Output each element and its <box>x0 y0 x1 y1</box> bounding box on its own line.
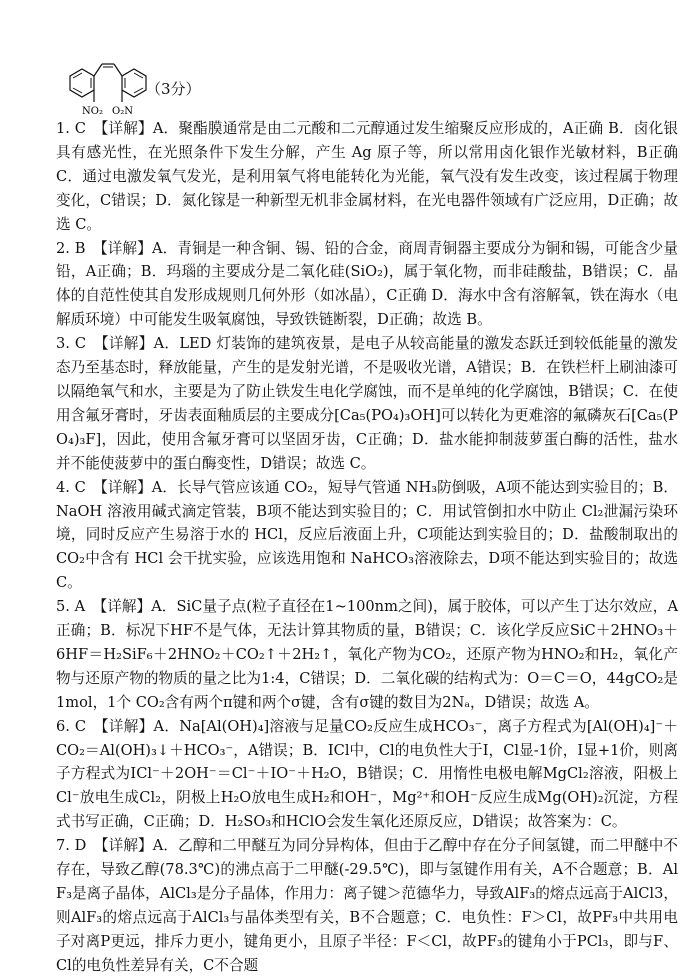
answer-tag: 【详解】 <box>100 239 152 257</box>
answer-text: A．Na[Al(OH)₄]溶液与足量CO₂反应生成HCO₃⁻，离子方程式为[Al(OH)₄]⁻＋CO₂＝Al(OH)₃↓＋HCO₃⁻，A错误；B．ICl中，Cl的电负性大于I，Cl显-1价，I显+1价，则离子方程式为ICl⁻＋2OH⁻＝Cl⁻＋IO⁻＋H₂O，B错误；C．用惰性电极电解MgCl₂溶液，阳极上Cl⁻放电生成Cl₂，阴极上H₂O放电生成H₂和OH⁻，Mg²⁺和OH⁻反应生成Mg(OH)₂沉淀，方程式书写正确，C正确；D．H₂SO₃和HClO会发生氧化还原反应，D错误；故答案为：C。 <box>56 717 678 831</box>
answer-number: 3. C <box>56 335 87 353</box>
answer-1 <box>56 117 678 237</box>
answer-2 <box>56 237 678 333</box>
answer-text: A．青铜是一种含铜、锡、铅的合金，商周青铜器主要成分为铜和锡，可能含少量铅，A正确；B．玛瑙的主要成分是二氧化硅(SiO₂)，属于氧化物，而非硅酸盐，B错误；C．晶体的自范性使其自发形成规则几何外形（如冰晶），C正确 D．海水中含有溶解氧，铁在海水（电解质环境）中可能发生吸氧腐蚀，导致铁链断裂，D正确；故选 B。 <box>56 239 679 329</box>
nitro-label-right: O₂N <box>112 106 133 117</box>
bridge-bond-left <box>94 64 102 76</box>
answer-number: 7. D <box>56 837 87 855</box>
bridge-bond-right <box>114 64 122 76</box>
answer-text: A．LED 灯装饰的建筑夜景，是电子从较高能量的激发态跃迁到较低能量的激发态乃至基态时，释放能量，产生的是发射光谱，不是吸收光谱，A错误；B．在铁栏杆上刷油漆可以隔绝氧气和水，主要是为了防止铁发生电化学腐蚀，而不是单纯的化学腐蚀，B错误；C．在使用含氟牙膏时，牙齿表面釉质层的主要成分[Ca₅(PO₄)₃OH]可以转化为更难溶的氟磷灰石[Ca₅(PO₄)₃F]，因此，使用含氟牙膏可以坚固牙齿，C正确；D．盐水能抑制菠萝蛋白酶的活性，盐水并不能使菠萝中的蛋白酶变性，D错误；故选 C。 <box>56 335 678 472</box>
answer-3 <box>56 332 678 475</box>
answer-text: A．乙醇和二甲醚互为同分异构体，但由于乙醇中存在分子间氢键，而二甲醚中不存在，导致乙醇(78.3℃)的沸点高于二甲醚(-29.5℃)，即与氢键作用有关，A不合题意；B．AlF₃是离子晶体，AlCl₃是分子晶体，作用力：离子键＞范德华力，导致AlF₃的熔点远高于AlCl3，则AlF₃的熔点远高于AlCl₃与晶体类型有关，B不合题意；C．电负性：F＞Cl，故PF₃中共用电子对离P更远，排斥力更小，键角更小，且原子半径：F＜Cl，故PF₃的键角小于PCl₃，即与F、Cl的电负性差异有关，C不合题 <box>56 837 679 974</box>
structure-score: （3分） <box>146 80 201 98</box>
answer-tag: 【详解】 <box>99 598 152 616</box>
answer-tag: 【详解】 <box>100 120 153 137</box>
answer-tag: 【详解】 <box>101 717 154 735</box>
nitro-label-left: NO₂ <box>82 106 103 117</box>
answer-text: A．长导气管应该通 CO₂，短导气管通 NH₃防倒吸，A项不能达到实验目的；B．NaOH 溶液用碱式滴定管装，B项不能达到实验目的；C．用试管倒扣水中防止 Cl₂泄漏污染环境，同时反应产生易溶于水的 HCl，反应后液面上升，C项能达到实验目的；D．盐酸制取出的 CO₂中含有 HCl 会干扰实验，应该选用饱和 NaHCO₃溶液除去，D项不能达到实验目的；故选 C。 <box>56 478 678 592</box>
answer-tag: 【详解】 <box>100 478 152 496</box>
answer-list <box>56 117 678 978</box>
answer-text: A．SiC量子点(粒子直径在1~100nm之间)，属于胶体，可以产生丁达尔效应，A正确；B．标况下HF不是气体，无法计算其物质的量，B错误；C．该化学反应SiC＋2HNO₃＋6HF＝H₂SiF₆＋2HNO₂＋CO₂↑＋2H₂↑，氧化产物为CO₂，还原产物为HNO₂和H₂，氧化产物与还原产物的物质的量之比为1:4，C错误；D．二氧化碳的结构式为：O＝C＝O，44gCO₂是1mol，1个 CO₂含有两个π键和两个σ键，含有σ键的数目为2Nₐ，D错误；故选 A。 <box>56 598 678 711</box>
answer-text: A．聚酯膜通常是由二元酸和二元醇通过发生缩聚反应形成的，A正确 B．卤化银具有感光性，在光照条件下发生分解，产生 Ag 原子等，所以常用卤化银作光敏材料，B正确 C．通过电激发氧气发光，是利用氧气将电能转化为光能，氧气没有发生改变，该过程属于物理变化，C错误；D．氮化镓是一种新型无机非金属材料，在光电器件领域有广泛应用，D正确；故选 C。 <box>56 120 678 233</box>
answer-7 <box>56 834 678 977</box>
answer-4 <box>56 476 678 596</box>
answer-number: 5. A <box>56 598 86 616</box>
answer-tag: 【详解】 <box>101 837 153 855</box>
answer-5 <box>56 595 678 715</box>
answer-number: 1. C <box>56 120 86 137</box>
answer-number: 6. C <box>56 717 87 735</box>
answer-tag: 【详解】 <box>101 335 154 353</box>
answer-number: 4. C <box>56 478 86 496</box>
answer-number: 2. B <box>56 239 86 257</box>
answer-6 <box>56 715 678 835</box>
